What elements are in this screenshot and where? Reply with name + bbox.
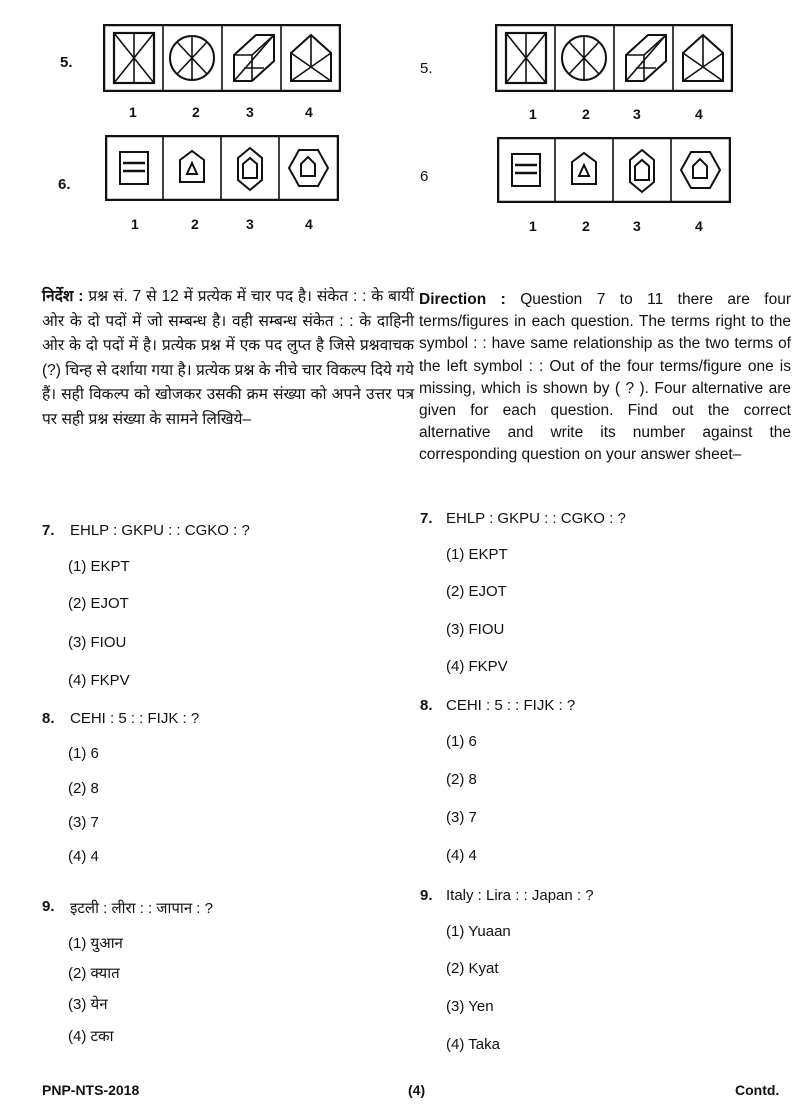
question-number: 7. <box>420 510 433 527</box>
answer-option: (3) 7 <box>446 809 477 826</box>
figure-label: 2 <box>582 106 590 122</box>
figure-label: 4 <box>695 218 703 234</box>
answer-option: (4) 4 <box>68 848 99 865</box>
question-5-number-right: 5. <box>420 60 433 77</box>
figure-label: 3 <box>633 218 641 234</box>
figure-label: 4 <box>305 216 313 232</box>
answer-option: (4) FKPV <box>446 658 508 675</box>
question-6-number-left: 6. <box>58 176 71 193</box>
paper-code: PNP-NTS-2018 <box>42 1082 140 1098</box>
figure-label: 1 <box>529 218 537 234</box>
question-number: 8. <box>42 710 55 727</box>
page-number: (4) <box>408 1082 426 1098</box>
answer-option: (3) FIOU <box>68 634 127 651</box>
figure-label: 3 <box>246 104 254 120</box>
english-direction <box>419 289 791 467</box>
answer-option: (4) Taka <box>446 1036 500 1053</box>
answer-option: (2) EJOT <box>446 583 507 600</box>
answer-option: (2) क्यात <box>68 965 120 982</box>
english-direction-text: Question 7 to 11 there are four terms/figures in each question. The terms right to the symbol : : have same relationship as the two terms of the left symbol : : Out of the four terms/figure one is missing, which is shown by ( ? ). Four alternative are given for each question. Find out the correct alternative and write its number against the corresponding question on your answer sheet– <box>419 291 791 464</box>
figure-label: 3 <box>246 216 254 232</box>
answer-option: (4) टका <box>68 1028 114 1045</box>
question-number: 9. <box>42 898 55 915</box>
question-number: 8. <box>420 697 433 714</box>
question-5-figure-strip-left <box>103 24 341 92</box>
hindi-direction <box>42 285 414 433</box>
figure-label: 1 <box>529 106 537 122</box>
question-text: इटली : लीरा : : जापान : ? <box>70 900 213 917</box>
question-text: Italy : Lira : : Japan : ? <box>446 887 594 904</box>
answer-option: (2) Kyat <box>446 960 499 977</box>
answer-option: (4) FKPV <box>68 672 130 689</box>
answer-option: (3) येन <box>68 996 108 1013</box>
figure-label: 3 <box>633 106 641 122</box>
answer-option: (1) EKPT <box>68 558 130 575</box>
answer-option: (3) FIOU <box>446 621 505 638</box>
question-text: EHLP : GKPU : : CGKO : ? <box>446 510 626 527</box>
answer-option: (4) 4 <box>446 847 477 864</box>
figure-label: 2 <box>192 104 200 120</box>
figure-label: 1 <box>129 104 137 120</box>
figure-label: 2 <box>191 216 199 232</box>
answer-option: (1) EKPT <box>446 546 508 563</box>
figure-label: 2 <box>582 218 590 234</box>
answer-option: (3) 7 <box>68 814 99 831</box>
question-5-figure-strip-right <box>495 24 733 92</box>
figure-label: 1 <box>131 216 139 232</box>
question-number: 7. <box>42 522 55 539</box>
hindi-direction-text: प्रश्न सं. 7 से 12 में प्रत्येक में चार पद है। संकेत : : के बायीं ओर के दो पदों में जो सम्बन्ध है। वही सम्बन्ध संकेत : : के दाहिनी ओर के दो पदों में है। प्रत्येक प्रश्न में एक पद लुप्त है जिसे प्रश्नवाचक (?) चिन्ह से दर्शाया गया है। प्रत्येक प्रश्न के नीचे चार विकल्प दिये गये हैं। सही विकल्प को खोजकर उसकी क्रम संख्या को अपने उत्तर पत्र पर सही प्रश्न संख्या के सामने लिखिये– <box>42 288 415 428</box>
question-5-number-left: 5. <box>60 54 73 71</box>
question-number: 9. <box>420 887 433 904</box>
question-text: EHLP : GKPU : : CGKO : ? <box>70 522 250 539</box>
question-text: CEHI : 5 : : FIJK : ? <box>70 710 200 727</box>
answer-option: (1) 6 <box>68 745 99 762</box>
continued-label: Contd. <box>735 1082 780 1098</box>
answer-option: (2) 8 <box>68 780 99 797</box>
answer-option: (1) 6 <box>446 733 477 750</box>
question-6-number-right: 6 <box>420 168 429 185</box>
answer-option: (2) EJOT <box>68 595 129 612</box>
answer-option: (1) Yuaan <box>446 923 511 940</box>
answer-option: (2) 8 <box>446 771 477 788</box>
answer-option: (3) Yen <box>446 998 494 1015</box>
question-6-figure-strip-left <box>105 135 339 201</box>
answer-option: (1) युआन <box>68 935 123 952</box>
english-direction-label: Direction : <box>419 291 506 308</box>
figure-label: 4 <box>305 104 313 120</box>
figure-label: 4 <box>695 106 703 122</box>
question-text: CEHI : 5 : : FIJK : ? <box>446 697 576 714</box>
hindi-direction-label: निर्देश : <box>42 288 84 305</box>
question-6-figure-strip-right <box>497 137 731 203</box>
